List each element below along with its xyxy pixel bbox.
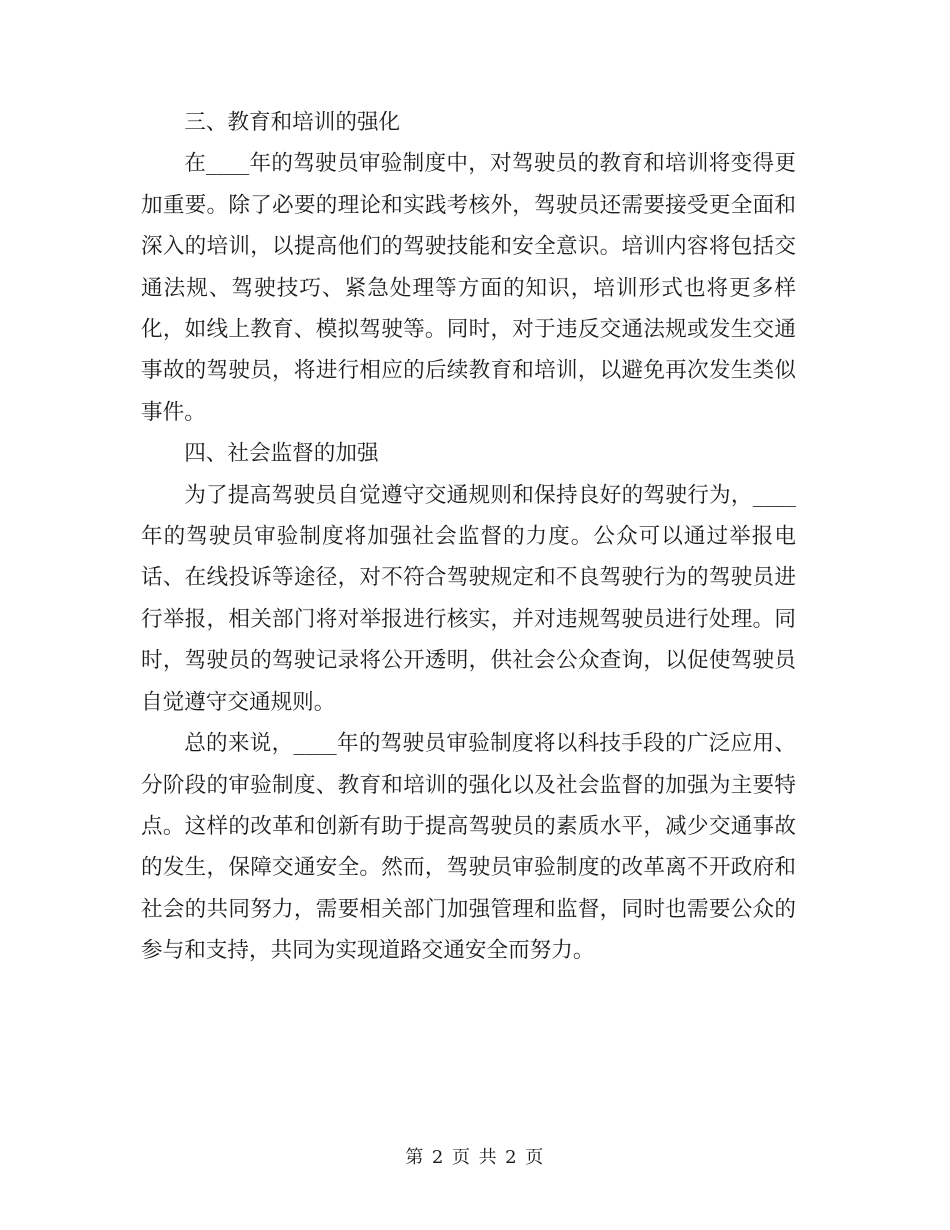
paragraph-social-supervision: 为了提高驾驶员自觉遵守交通规则和保持良好的驾驶行为，____年的驾驶员审验制度将加强社会监督的力度。公众可以通过举报电话、在线投诉等途径，对不符合驾驶规定和不良驾驶行为的驾驶员进行举报，相关部门将对举报进行核实，并对违规驾驶员进行处理。同时，驾驶员的驾驶记录将公开透明，供社会公众查询，以促使驾驶员自觉遵守交通规则。 — [141, 482, 796, 715]
paragraph-education-training: 在____年的驾驶员审验制度中，对驾驶员的教育和培训将变得更加重要。除了必要的理论和实践考核外，驾驶员还需要接受更全面和深入的培训，以提高他们的驾驶技能和安全意识。培训内容将包括交通法规、驾驶技巧、紧急处理等方面的知识，培训形式也将更多样化，如线上教育、模拟驾驶等。同时，对于违反交通法规或发生交通事故的驾驶员，将进行相应的后续教育和培训，以避免再次发生类似事件。 — [141, 151, 796, 425]
document-body — [141, 102, 796, 972]
section-heading-education: 三、教育和培训的强化 — [184, 110, 401, 135]
section-heading-supervision: 四、社会监督的加强 — [184, 441, 379, 467]
page-footer: 第 2 页 共 2 页 — [405, 1147, 545, 1168]
paragraph-conclusion: 总的来说，____年的驾驶员审验制度将以科技手段的广泛应用、分阶段的审验制度、教育和培训的强化以及社会监督的加强为主要特点。这样的改革和创新有助于提高驾驶员的素质水平，减少交通事故的发生，保障交通安全。然而，驾驶员审验制度的改革离不开政府和社会的共同努力，需要相关部门加强管理和监督，同时也需要公众的参与和支持，共同为实现道路交通安全而努力。 — [141, 731, 796, 964]
